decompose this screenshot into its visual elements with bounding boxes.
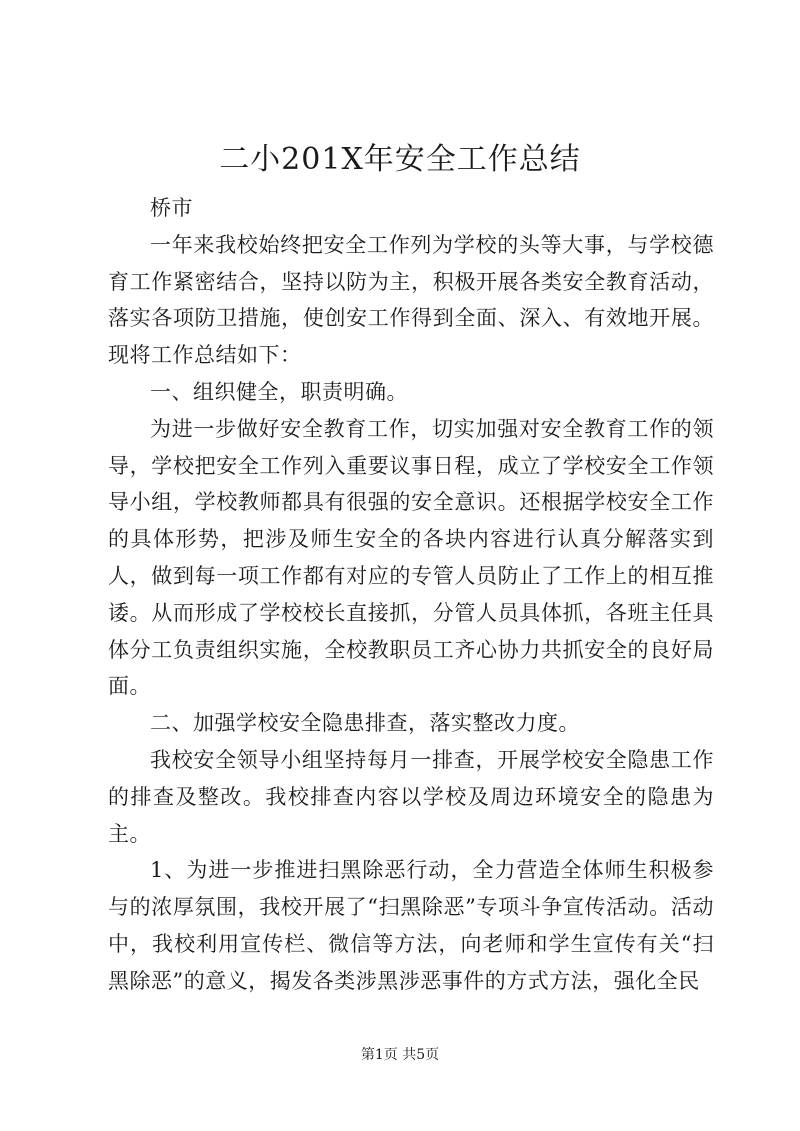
paragraph-section-2: 我校安全领导小组坚持每月一排查，开展学校安全隐患工作的排查及整改。我校排查内容以学校及周边环境安全的隐患为主。 bbox=[108, 747, 714, 846]
paragraph-location: 桥市 bbox=[150, 196, 193, 220]
section-heading-2: 二、加强学校安全隐患排查，落实整改力度。 bbox=[150, 711, 580, 736]
section-heading-1: 一、组织健全，职责明确。 bbox=[150, 379, 408, 404]
paragraph-item-1: 1、为进一步推进扫黑除恶行动，全力营造全体师生积极参与的浓厚氛围，我校开展了“扫黑除恶”专项斗争宣传活动。活动中，我校利用宣传栏、微信等方法，向老师和学生宣传有关“扫黑除恶”的意义，揭发各类涉黑涉恶事件的方式方法，强化全民 bbox=[108, 858, 714, 993]
document-body bbox=[108, 190, 714, 1000]
paragraph-section-1: 为进一步做好安全教育工作，切实加强对安全教育工作的领导，学校把安全工作列入重要议事日程，成立了学校安全工作领导小组，学校教师都具有很强的安全意识。还根据学校安全工作的具体形势，把涉及师生安全的各块内容进行认真分解落实到人，做到每一项工作都有对应的专管人员防止了工作上的相互推诿。从而形成了学校校长直接抓，分管人员具体抓，各班主任具体分工负责组织实施，全校教职员工齐心协力共抓安全的良好局面。 bbox=[108, 416, 714, 699]
document-title: 二小201X年安全工作总结 bbox=[219, 142, 581, 177]
page-footer: 第1页 共5页 bbox=[360, 1047, 440, 1063]
paragraph-intro: 一年来我校始终把安全工作列为学校的头等大事，与学校德育工作紧密结合，坚持以防为主，积极开展各类安全教育活动，落实各项防卫措施，使创安工作得到全面、深入、有效地开展。现将工作总结如下： bbox=[108, 232, 714, 368]
